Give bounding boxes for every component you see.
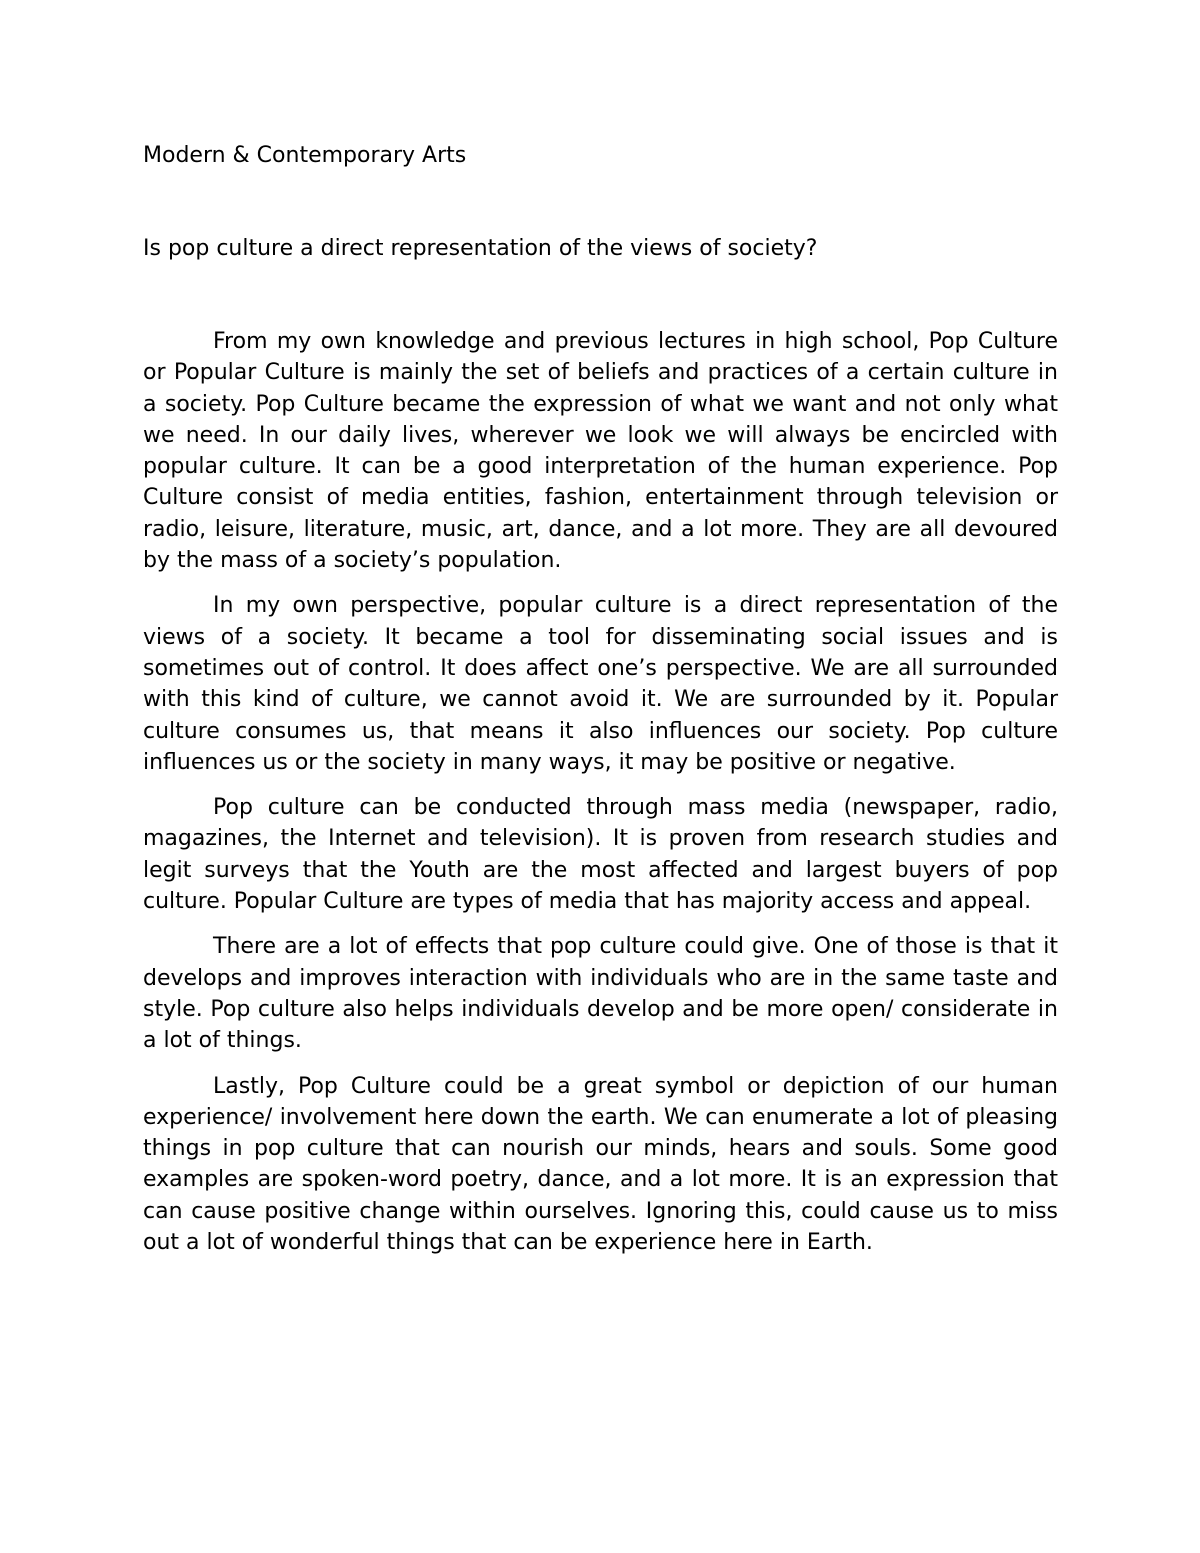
essay-body [143,326,1058,1258]
paragraph-5: Lastly, Pop Culture could be a great symbol or depiction of our human experience/ involvement here down the earth. We can enumerate a lot of pleasing things in pop culture that can nourish our minds, hears and souls. Some good examples are spoken-word poetry, dance, and a lot more. It is an expression that can cause positive change within ourselves. Ignoring this, could cause us to miss out a lot of wonderful things that can be experience here in Earth. [143,1073,1058,1256]
document-page [143,138,1058,1272]
course-title: Modern & Contemporary Arts [143,143,467,168]
paragraph-1: From my own knowledge and previous lectures in high school, Pop Culture or Popular Culture is mainly the set of beliefs and practices of a certain culture in a society. Pop Culture became the expression of what we want and not only what we need. In our daily lives, wherever we look we will always be encircled with popular culture. It can be a good interpretation of the human experience. Pop Culture consist of media entities, fashion, entertainment through television or radio, leisure, literature, music, art, dance, and a lot more. They are all devoured by the mass of a society’s population. [143,329,1058,574]
essay-question: Is pop culture a direct representation of the views of society? [143,236,818,261]
paragraph-3: Pop culture can be conducted through mass media (newspaper, radio, magazines, the Internet and television). It is proven from research studies and legit surveys that the Youth are the most affected and largest buyers of pop culture. Popular Culture are types of media that has majority access and appeal. [143,795,1058,915]
paragraph-4: There are a lot of effects that pop culture could give. One of those is that it develops and improves interaction with individuals who are in the same taste and style. Pop culture also helps individuals develop and be more open/ considerate in a lot of things. [143,934,1058,1054]
paragraph-2: In my own perspective, popular culture is a direct representation of the views of a society. It became a tool for disseminating social issues and is sometimes out of control. It does affect one’s perspective. We are all surrounded with this kind of culture, we cannot avoid it. We are surrounded by it. Popular culture consumes us, that means it also influences our society. Pop culture influences us or the society in many ways, it may be positive or negative. [143,593,1058,775]
